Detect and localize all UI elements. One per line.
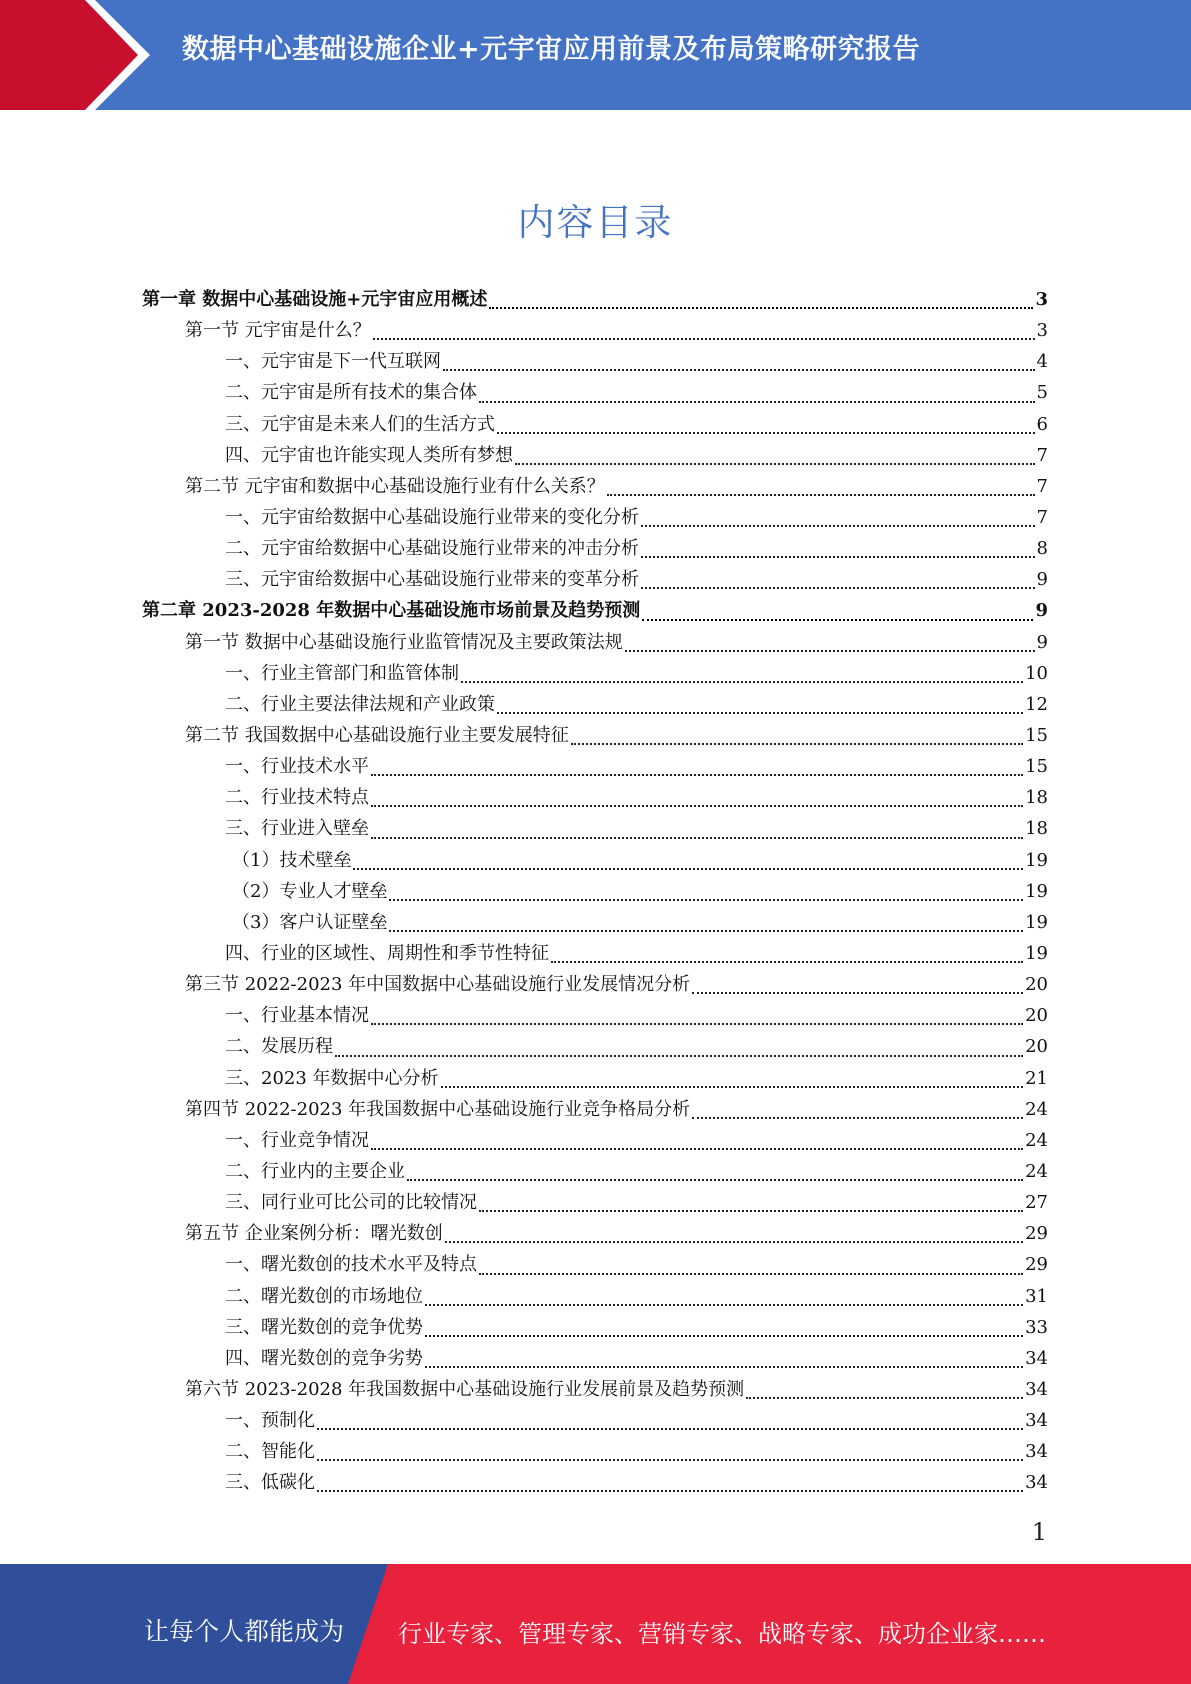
toc-entry[interactable] — [142, 628, 1048, 659]
toc-entry-page: 31 — [1025, 1285, 1048, 1307]
toc-entry-label: 第四节 2022-2023 年我国数据中心基础设施行业竞争格局分析 — [185, 1098, 691, 1120]
toc-entry[interactable] — [142, 534, 1048, 565]
toc-entry[interactable] — [142, 1157, 1048, 1188]
toc-entry[interactable] — [142, 1001, 1048, 1032]
toc-dot-leader — [441, 1086, 1024, 1088]
toc-entry-label: 二、行业主要法律法规和产业政策 — [225, 693, 495, 715]
toc-entry-page: 12 — [1025, 693, 1048, 715]
toc-entry-page: 20 — [1025, 974, 1048, 996]
toc-dot-leader — [461, 681, 1023, 683]
toc-dot-leader — [479, 1210, 1023, 1212]
toc-entry-label: 一、预制化 — [225, 1410, 315, 1432]
toc-dot-leader — [641, 587, 1035, 589]
toc-entry[interactable] — [142, 565, 1048, 596]
toc-entry-label: 第六节 2023-2028 年我国数据中心基础设施行业发展前景及趋势预测 — [185, 1378, 745, 1400]
toc-entry[interactable] — [142, 378, 1048, 409]
toc-entry[interactable] — [142, 1095, 1048, 1126]
toc-dot-leader — [389, 930, 1023, 932]
toc-entry-label: 一、行业技术水平 — [225, 756, 369, 778]
toc-dot-leader — [317, 1490, 1023, 1492]
toc-entry[interactable] — [142, 1344, 1048, 1375]
toc-entry-label: 一、元宇宙给数据中心基础设施行业带来的变化分析 — [225, 506, 639, 528]
toc-dot-leader — [371, 1148, 1023, 1150]
toc-entry[interactable] — [142, 1406, 1048, 1437]
toc-entry-page: 18 — [1025, 787, 1048, 809]
toc-entry-page: 24 — [1025, 1098, 1048, 1120]
toc-entry[interactable] — [142, 316, 1048, 347]
toc-entry-page: 19 — [1025, 880, 1048, 902]
toc-entry[interactable] — [142, 1219, 1048, 1250]
toc-entry-label: 第二节 元宇宙和数据中心基础设施行业有什么关系？ — [185, 475, 605, 497]
toc-dot-leader — [407, 1179, 1023, 1181]
toc-entry-label: 二、行业内的主要企业 — [225, 1160, 405, 1182]
toc-entry-page: 15 — [1025, 724, 1048, 746]
toc-entry-label: 一、行业基本情况 — [225, 1005, 369, 1027]
toc-dot-leader — [425, 1366, 1023, 1368]
toc-entry-label: 第三节 2022-2023 年中国数据中心基础设施行业发展情况分析 — [185, 974, 691, 996]
toc-entry[interactable] — [142, 1375, 1048, 1406]
toc-dot-leader — [443, 369, 1035, 371]
toc-entry-page: 7 — [1036, 475, 1048, 497]
toc-entry[interactable] — [142, 503, 1048, 534]
toc-entry[interactable] — [142, 1282, 1048, 1313]
toc-entry[interactable] — [142, 1064, 1048, 1095]
toc-entry-page: 27 — [1025, 1192, 1048, 1214]
toc-entry-page: 34 — [1025, 1472, 1048, 1494]
toc-entry-label: 三、曙光数创的竞争优势 — [225, 1316, 423, 1338]
toc-entry[interactable] — [142, 410, 1048, 441]
toc-heading: 内容目录 — [517, 201, 674, 244]
toc-entry-label: 二、元宇宙给数据中心基础设施行业带来的冲击分析 — [225, 538, 639, 560]
toc-entry[interactable] — [142, 721, 1048, 752]
toc-entry[interactable] — [142, 1313, 1048, 1344]
toc-entry-page: 6 — [1036, 413, 1048, 435]
toc-entry-page: 34 — [1025, 1378, 1048, 1400]
toc-entry-page: 20 — [1025, 1005, 1048, 1027]
toc-entry[interactable] — [142, 596, 1048, 627]
toc-entry-page: 20 — [1025, 1036, 1048, 1058]
toc-entry-label: 三、2023 年数据中心分析 — [225, 1067, 439, 1089]
toc-dot-leader — [571, 743, 1023, 745]
toc-entry-label: 三、行业进入壁垒 — [225, 818, 369, 840]
toc-entry-label: 二、发展历程 — [225, 1036, 333, 1058]
toc-entry[interactable] — [142, 908, 1048, 939]
toc-dot-leader — [497, 712, 1023, 714]
toc-entry-label: （1）技术壁垒 — [232, 849, 352, 871]
toc-entry-page: 24 — [1025, 1160, 1048, 1182]
toc-dot-leader — [371, 805, 1023, 807]
header-arrow-accent — [0, 0, 160, 110]
toc-entry[interactable] — [142, 472, 1048, 503]
toc-entry-label: 第二章 2023-2028 年数据中心基础设施市场前景及趋势预测 — [142, 600, 641, 622]
toc-entry-label: 一、行业竞争情况 — [225, 1129, 369, 1151]
toc-dot-leader — [353, 868, 1023, 870]
toc-dot-leader — [746, 1397, 1023, 1399]
toc-dot-leader — [373, 338, 1035, 340]
toc-dot-leader — [371, 774, 1023, 776]
toc-dot-leader — [625, 650, 1035, 652]
footer-slogan-left: 让每个人都能成为 — [144, 1617, 345, 1646]
toc-entry[interactable] — [142, 1126, 1048, 1157]
toc-dot-leader — [335, 1055, 1023, 1057]
toc-dot-leader — [425, 1335, 1023, 1337]
toc-dot-leader — [371, 837, 1023, 839]
toc-entry-page: 9 — [1036, 569, 1048, 591]
toc-entry-page: 5 — [1036, 382, 1048, 404]
toc-entry[interactable] — [142, 1250, 1048, 1281]
toc-entry-label: 一、元宇宙是下一代互联网 — [225, 351, 441, 373]
toc-dot-leader — [445, 1241, 1023, 1243]
toc-entry-label: （3）客户认证壁垒 — [232, 911, 388, 933]
toc-entry-page: 29 — [1025, 1254, 1048, 1276]
toc-dot-leader — [317, 1428, 1023, 1430]
toc-dot-leader — [515, 463, 1035, 465]
toc-entry[interactable] — [142, 347, 1048, 378]
toc-entry-label: 第一节 数据中心基础设施行业监管情况及主要政策法规 — [185, 631, 623, 653]
toc-entry-page: 34 — [1025, 1347, 1048, 1369]
toc-entry[interactable] — [142, 1032, 1048, 1063]
toc-entry-page: 18 — [1025, 818, 1048, 840]
toc-entry-page: 10 — [1025, 662, 1048, 684]
toc-entry-label: 四、曙光数创的竞争劣势 — [225, 1347, 423, 1369]
toc-entry[interactable] — [142, 877, 1048, 908]
toc-entry-label: 一、行业主管部门和监管体制 — [225, 662, 459, 684]
toc-entry-label: 三、同行业可比公司的比较情况 — [225, 1192, 477, 1214]
toc-entry-label: 一、曙光数创的技术水平及特点 — [225, 1254, 477, 1276]
toc-entry[interactable] — [142, 752, 1048, 783]
toc-entry[interactable] — [142, 1188, 1048, 1219]
toc-dot-leader — [479, 401, 1035, 403]
toc-entry-page: 4 — [1036, 351, 1048, 373]
toc-entry-label: 二、曙光数创的市场地位 — [225, 1285, 423, 1307]
toc-entry[interactable] — [142, 846, 1048, 877]
toc-entry-label: （2）专业人才壁垒 — [232, 880, 388, 902]
toc-entry-page: 8 — [1036, 538, 1048, 560]
toc-entry-page: 15 — [1025, 756, 1048, 778]
footer-slogan-right: 行业专家、管理专家、营销专家、战略专家、成功企业家…… — [398, 1620, 1046, 1648]
toc-dot-leader — [641, 525, 1035, 527]
toc-entry[interactable] — [142, 939, 1048, 970]
toc-entry-page: 3 — [1036, 320, 1048, 342]
toc-dot-leader — [607, 494, 1035, 496]
toc-dot-leader — [497, 432, 1035, 434]
toc-entry-page: 9 — [1035, 600, 1048, 622]
toc-entry-page: 21 — [1025, 1067, 1048, 1089]
toc-dot-leader — [641, 556, 1035, 558]
toc-entry[interactable] — [142, 285, 1048, 316]
toc-entry[interactable] — [142, 690, 1048, 721]
toc-entry[interactable] — [142, 441, 1048, 472]
toc-entry[interactable] — [142, 970, 1048, 1001]
toc-entry[interactable] — [142, 1468, 1048, 1499]
toc-entry-page: 19 — [1025, 849, 1048, 871]
toc-entry-label: 四、行业的区域性、周期性和季节性特征 — [225, 942, 549, 964]
toc-entry[interactable] — [142, 783, 1048, 814]
toc-dot-leader — [425, 1304, 1023, 1306]
toc-dot-leader — [489, 307, 1033, 309]
toc-dot-leader — [692, 992, 1023, 994]
toc-entry-label: 三、元宇宙是未来人们的生活方式 — [225, 413, 495, 435]
toc-entry-label: 三、低碳化 — [225, 1472, 315, 1494]
toc-dot-leader — [389, 899, 1023, 901]
toc-entry-label: 第一章 数据中心基础设施+元宇宙应用概述 — [142, 289, 488, 310]
table-of-contents — [142, 285, 1048, 1499]
toc-entry-label: 二、行业技术特点 — [225, 787, 369, 809]
toc-dot-leader — [551, 961, 1023, 963]
toc-entry-page: 33 — [1025, 1316, 1048, 1338]
toc-entry-page: 3 — [1035, 289, 1048, 310]
toc-entry-label: 四、元宇宙也许能实现人类所有梦想 — [225, 444, 513, 466]
toc-entry[interactable] — [142, 1437, 1048, 1468]
toc-entry-page: 19 — [1025, 942, 1048, 964]
toc-entry-page: 24 — [1025, 1129, 1048, 1151]
toc-entry-page: 7 — [1036, 506, 1048, 528]
toc-entry[interactable] — [142, 659, 1048, 690]
toc-dot-leader — [317, 1459, 1023, 1461]
toc-entry-label: 三、元宇宙给数据中心基础设施行业带来的变革分析 — [225, 569, 639, 591]
toc-entry-page: 7 — [1036, 444, 1048, 466]
toc-entry-page: 34 — [1025, 1410, 1048, 1432]
toc-entry-label: 二、智能化 — [225, 1441, 315, 1463]
toc-entry-label: 第二节 我国数据中心基础设施行业主要发展特征 — [185, 724, 569, 746]
toc-entry-page: 19 — [1025, 911, 1048, 933]
toc-entry-label: 第五节 企业案例分析：曙光数创 — [185, 1223, 443, 1245]
toc-dot-leader — [692, 1117, 1023, 1119]
toc-dot-leader — [371, 1023, 1023, 1025]
page-number: 1 — [1031, 1518, 1047, 1546]
toc-entry-label: 二、元宇宙是所有技术的集合体 — [225, 382, 477, 404]
toc-dot-leader — [479, 1273, 1023, 1275]
toc-entry-page: 29 — [1025, 1223, 1048, 1245]
toc-entry-page: 34 — [1025, 1441, 1048, 1463]
toc-entry[interactable] — [142, 814, 1048, 845]
footer-banner — [0, 1564, 1191, 1684]
toc-dot-leader — [642, 619, 1033, 621]
toc-entry-page: 9 — [1036, 631, 1048, 653]
report-title: 数据中心基础设施企业+元宇宙应用前景及布局策略研究报告 — [182, 34, 921, 65]
header-banner — [0, 0, 1191, 110]
toc-entry-label: 第一节 元宇宙是什么？ — [185, 320, 371, 342]
